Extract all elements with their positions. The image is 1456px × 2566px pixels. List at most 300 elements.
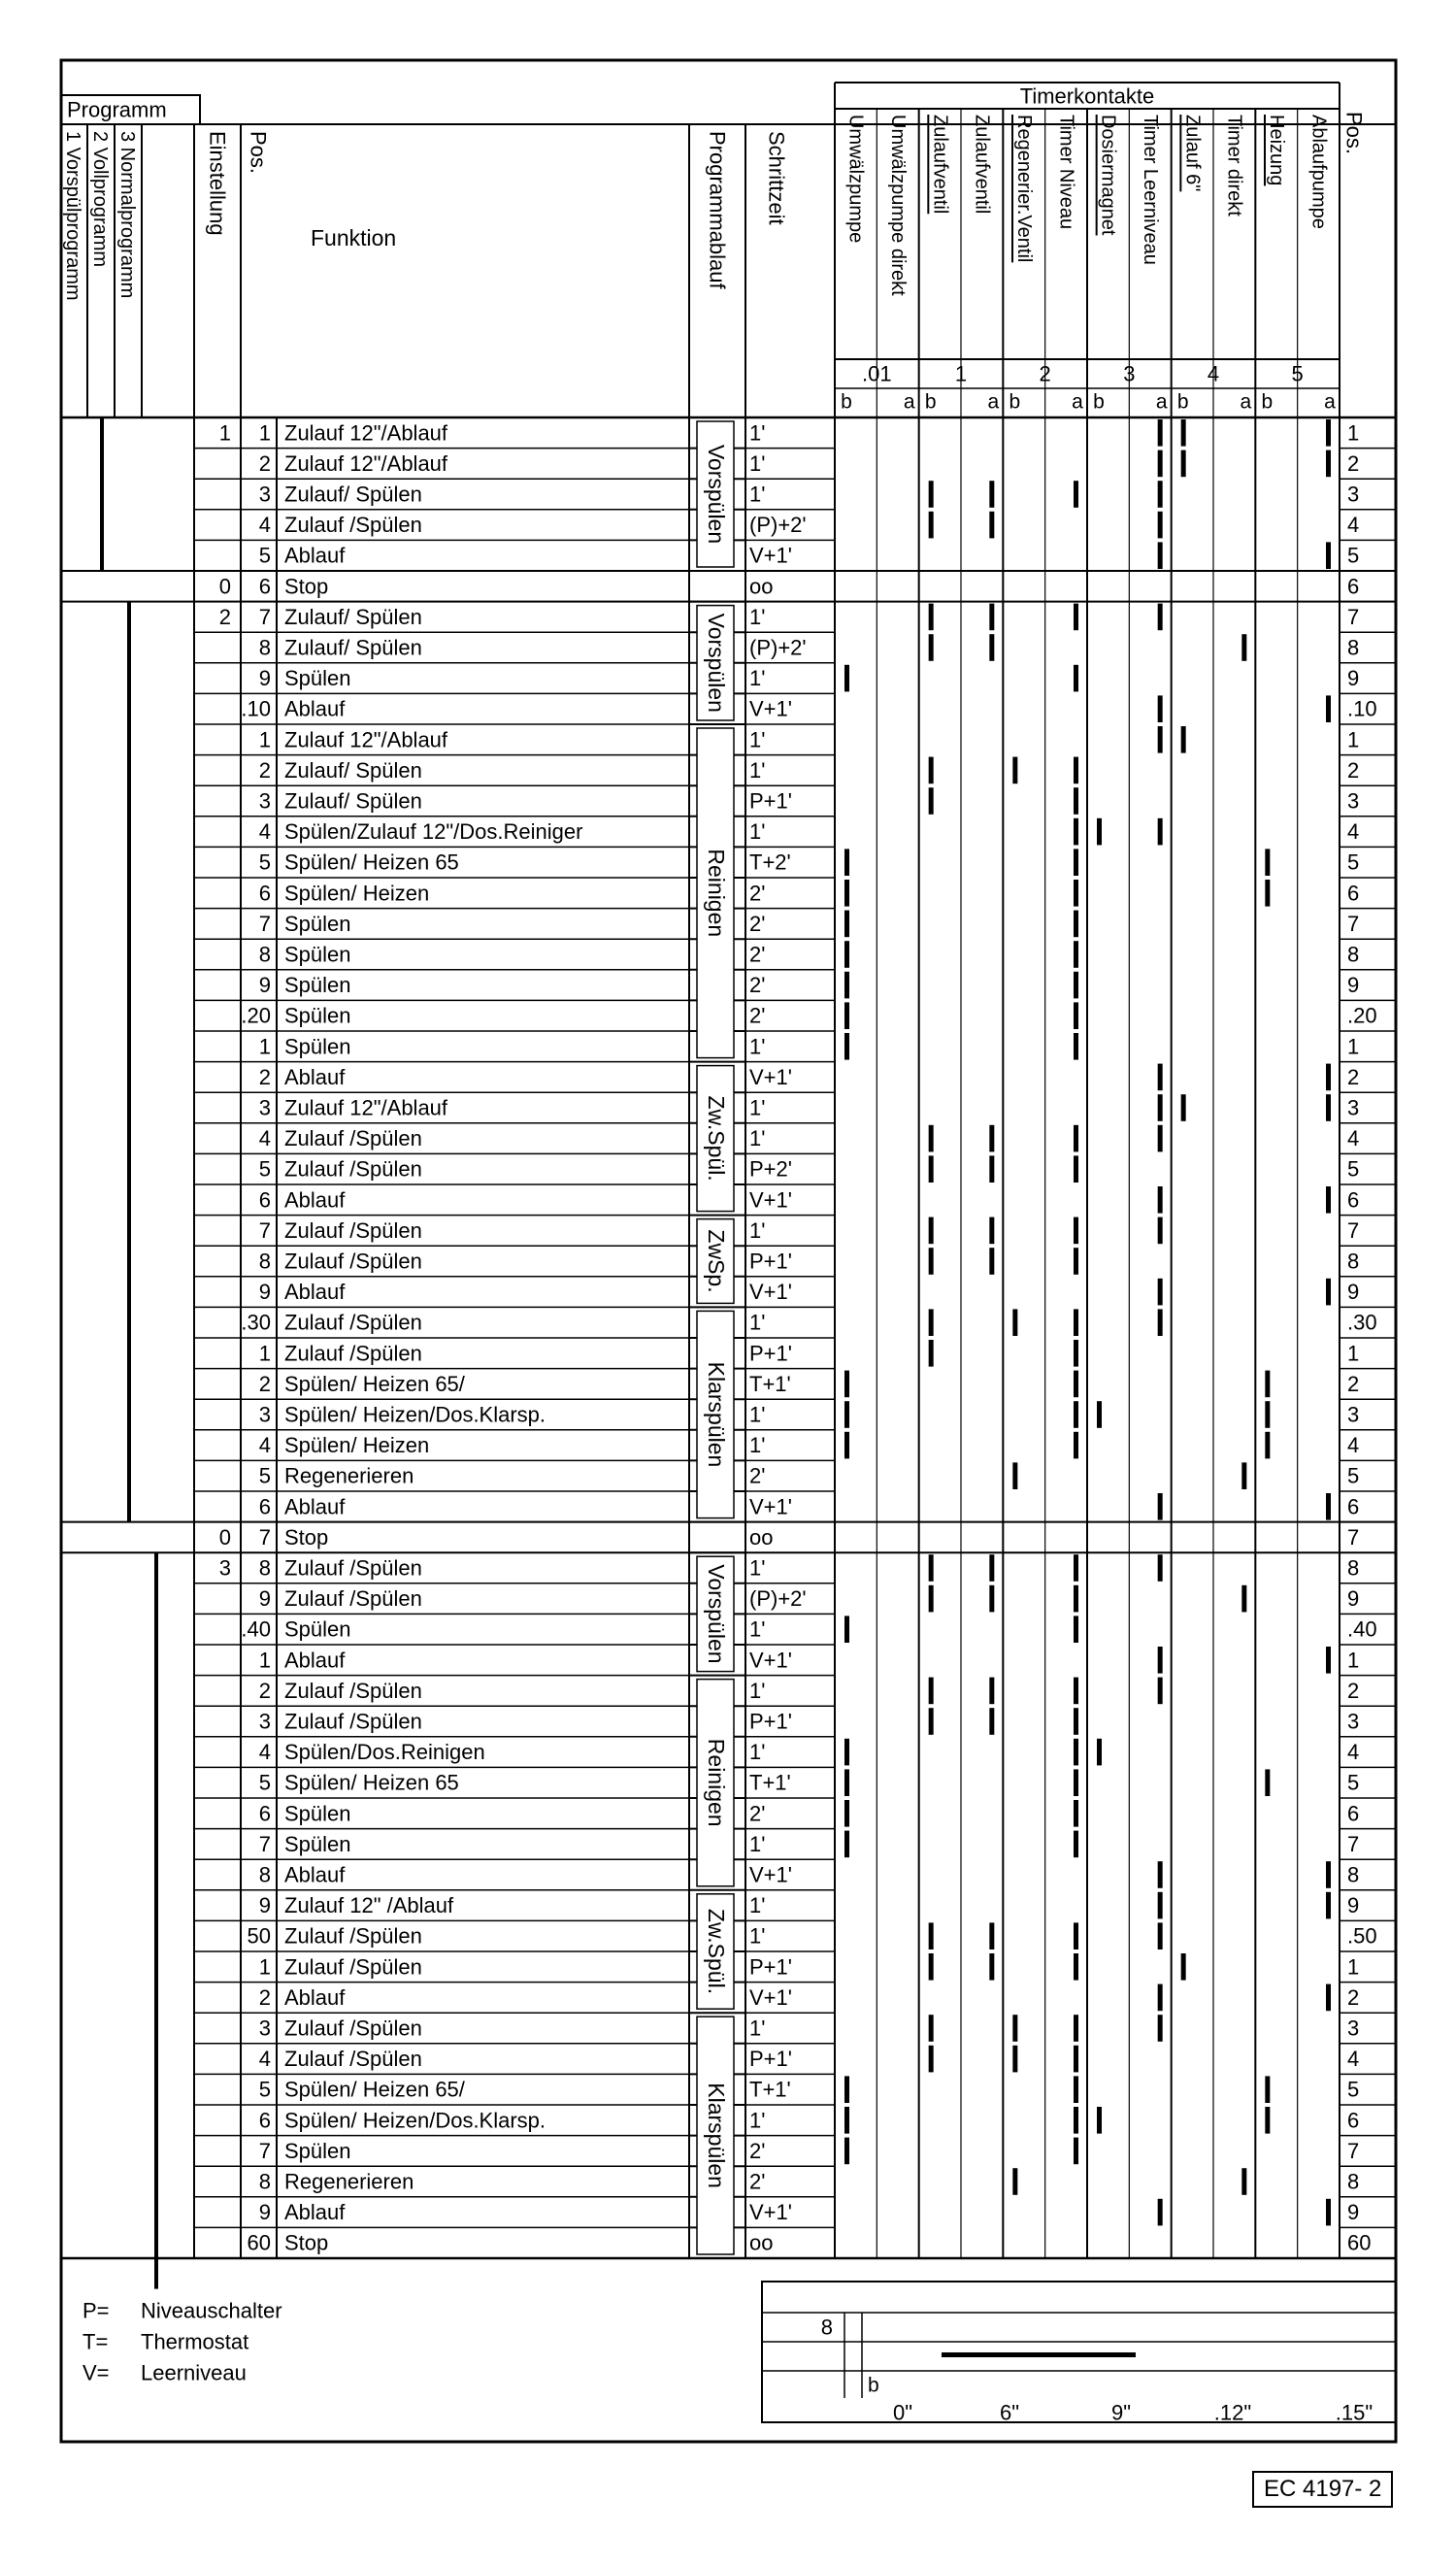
row-funktion: Zulauf /Spülen bbox=[284, 1310, 422, 1335]
row-pos-right: 4 bbox=[1347, 1433, 1360, 1458]
contact-mark bbox=[929, 634, 934, 661]
row-pos: 6 bbox=[258, 1187, 271, 1213]
contact-mark bbox=[929, 481, 934, 508]
contact-mark bbox=[929, 1248, 934, 1275]
legend-text: Thermostat bbox=[141, 2329, 249, 2354]
row-funktion: Zulauf 12"/Ablauf bbox=[284, 1095, 448, 1120]
contact-mark bbox=[1326, 2199, 1331, 2226]
row-schrittzeit: V+1' bbox=[749, 1064, 792, 1089]
row-schrittzeit: V+1' bbox=[749, 543, 792, 568]
ba-label: a bbox=[1155, 390, 1168, 414]
row-schrittzeit: 1' bbox=[749, 482, 766, 507]
ba-label: b bbox=[924, 390, 937, 414]
row-pos-right: .20 bbox=[1347, 1003, 1377, 1028]
contact-label: Umwälzpumpe direkt bbox=[887, 115, 909, 296]
row-pos-right: 2 bbox=[1347, 1371, 1360, 1396]
contact-mark bbox=[1074, 1002, 1078, 1029]
contact-mark bbox=[1181, 1094, 1186, 1121]
row-pos: 6 bbox=[258, 1801, 271, 1826]
contact-mark bbox=[1074, 818, 1078, 846]
legend-key: T= bbox=[83, 2329, 109, 2354]
row-schrittzeit: oo bbox=[749, 1524, 774, 1550]
row-funktion: Spülen bbox=[284, 973, 351, 998]
row-schrittzeit: 1' bbox=[749, 1678, 766, 1703]
legend-text: Niveauschalter bbox=[141, 2298, 282, 2323]
row-pos: 6 bbox=[258, 2108, 271, 2133]
contact-mark bbox=[989, 1922, 994, 1949]
group-number: 4 bbox=[1207, 361, 1220, 386]
contact-mark bbox=[989, 1248, 994, 1275]
row-funktion: Zulauf /Spülen bbox=[284, 1156, 422, 1182]
row-pos: 9 bbox=[258, 1280, 271, 1305]
section-label: Klarspülen bbox=[704, 2083, 729, 2188]
contact-mark bbox=[1158, 1892, 1163, 1919]
row-funktion: Spülen/Dos.Reinigen bbox=[284, 1740, 485, 1765]
row-pos-right: 4 bbox=[1347, 1126, 1360, 1151]
row-funktion: Spülen bbox=[284, 666, 351, 691]
contact-mark bbox=[1241, 1462, 1246, 1489]
contact-mark bbox=[1158, 1861, 1163, 1888]
row-pos: 1 bbox=[258, 1648, 271, 1673]
row-pos-right: 8 bbox=[1347, 1555, 1360, 1581]
row-schrittzeit: (P)+2' bbox=[749, 1586, 807, 1612]
row-pos-right: .50 bbox=[1347, 1923, 1377, 1949]
contact-mark bbox=[1074, 1585, 1078, 1613]
contact-mark bbox=[929, 604, 934, 631]
row-pos: 1 bbox=[258, 1034, 271, 1059]
row-funktion: Zulauf /Spülen bbox=[284, 1341, 422, 1366]
row-schrittzeit: T+1' bbox=[749, 1371, 791, 1396]
row-schrittzeit: P+1' bbox=[749, 2047, 792, 2072]
row-funktion: Ablauf bbox=[284, 2200, 346, 2225]
row-pos-right: 7 bbox=[1347, 911, 1360, 936]
row-schrittzeit: V+1' bbox=[749, 1648, 792, 1673]
row-funktion: Spülen bbox=[284, 1831, 351, 1856]
programmablauf-label: Programmablauf bbox=[705, 131, 730, 289]
row-pos: 9 bbox=[258, 1586, 271, 1612]
row-einstellung: 1 bbox=[218, 420, 231, 446]
contact-mark bbox=[1074, 1739, 1078, 1766]
contact-mark bbox=[1012, 2168, 1017, 2195]
contact-mark bbox=[1326, 419, 1331, 447]
row-schrittzeit: P+1' bbox=[749, 1954, 792, 1980]
einstellung-label: Einstellung bbox=[205, 131, 230, 236]
row-funktion: Spülen bbox=[284, 1034, 351, 1059]
row-pos: 5 bbox=[258, 543, 271, 568]
section-label: Vorspülen bbox=[704, 444, 729, 545]
row-pos-right: 2 bbox=[1347, 1064, 1360, 1089]
row-funktion: Zulauf /Spülen bbox=[284, 1954, 422, 1980]
row-schrittzeit: 1' bbox=[749, 1217, 766, 1243]
contact-label: Timer Leerniveau bbox=[1140, 115, 1161, 265]
row-funktion: Stop bbox=[284, 574, 329, 599]
contact-mark bbox=[1265, 849, 1270, 876]
row-schrittzeit: V+1' bbox=[749, 1280, 792, 1305]
row-funktion: Spülen bbox=[284, 2138, 351, 2163]
section-label: Zw.Spül. bbox=[704, 1908, 729, 1995]
row-pos: 6 bbox=[258, 574, 271, 599]
row-funktion: Ablauf bbox=[284, 696, 346, 721]
timing-tick: 9" bbox=[1110, 2400, 1132, 2425]
section-label: Zw.Spül. bbox=[704, 1095, 729, 1182]
contact-mark bbox=[1265, 2107, 1270, 2134]
row-pos-right: 6 bbox=[1347, 574, 1360, 599]
row-schrittzeit: 1' bbox=[749, 819, 766, 845]
group-number: .01 bbox=[862, 361, 892, 386]
contact-mark bbox=[844, 2076, 849, 2103]
row-schrittzeit: 1' bbox=[749, 1555, 766, 1581]
row-pos-right: 9 bbox=[1347, 2200, 1360, 2225]
contact-mark bbox=[844, 1831, 849, 1858]
row-schrittzeit: V+1' bbox=[749, 1494, 792, 1519]
row-schrittzeit: 1' bbox=[749, 2016, 766, 2041]
contact-mark bbox=[844, 972, 849, 999]
row-pos: 3 bbox=[258, 788, 271, 814]
contact-label: Dosiermagnet bbox=[1097, 115, 1119, 236]
row-einstellung: 0 bbox=[218, 574, 231, 599]
section-label: Reinigen bbox=[704, 1738, 729, 1827]
row-pos-right: 7 bbox=[1347, 604, 1360, 629]
row-schrittzeit: 2' bbox=[749, 1463, 766, 1488]
row-schrittzeit: 2' bbox=[749, 942, 766, 967]
row-funktion: Spülen/ Heizen bbox=[284, 881, 430, 906]
contact-mark bbox=[929, 1309, 934, 1336]
row-schrittzeit: 1' bbox=[749, 757, 766, 783]
contact-label: Umwälzpumpe bbox=[844, 115, 867, 244]
row-funktion: Zulauf/ Spülen bbox=[284, 757, 422, 783]
contact-mark bbox=[1158, 1922, 1163, 1949]
schrittzeit-label: Schrittzeit bbox=[764, 131, 789, 225]
row-funktion: Stop bbox=[284, 1524, 329, 1550]
row-pos-right: 5 bbox=[1347, 850, 1360, 875]
contact-mark bbox=[1074, 2046, 1078, 2073]
row-schrittzeit: V+1' bbox=[749, 1984, 792, 2010]
row-pos: 4 bbox=[258, 1433, 271, 1458]
contact-label: Timer Niveau bbox=[1055, 115, 1077, 230]
programm-label: Programm bbox=[67, 97, 167, 122]
contact-mark bbox=[1158, 1217, 1163, 1245]
ba-label: b bbox=[1093, 390, 1105, 414]
row-pos: 6 bbox=[258, 881, 271, 906]
contact-mark bbox=[844, 1371, 849, 1398]
contact-mark bbox=[1326, 1892, 1331, 1919]
row-funktion: Ablauf bbox=[284, 1984, 346, 2010]
contact-label: Heizung bbox=[1266, 115, 1287, 186]
row-funktion: Ablauf bbox=[284, 543, 346, 568]
row-pos-right: 4 bbox=[1347, 2047, 1360, 2072]
row-schrittzeit: 2' bbox=[749, 911, 766, 936]
row-pos: 4 bbox=[258, 513, 271, 538]
contact-mark bbox=[1158, 1984, 1163, 2012]
contact-mark bbox=[929, 757, 934, 784]
row-pos-right: 7 bbox=[1347, 2138, 1360, 2163]
contact-mark bbox=[1158, 695, 1163, 722]
row-schrittzeit: 2' bbox=[749, 1003, 766, 1028]
row-schrittzeit: 2' bbox=[749, 1801, 766, 1826]
row-schrittzeit: P+1' bbox=[749, 1709, 792, 1734]
row-pos: 3 bbox=[258, 1402, 271, 1427]
row-pos-right: 2 bbox=[1347, 757, 1360, 783]
row-schrittzeit: 1' bbox=[749, 1616, 766, 1642]
row-pos-right: 8 bbox=[1347, 635, 1360, 660]
contact-mark bbox=[1326, 450, 1331, 478]
contact-mark bbox=[1181, 419, 1186, 447]
row-funktion: Zulauf /Spülen bbox=[284, 1126, 422, 1151]
contact-mark bbox=[844, 941, 849, 968]
row-pos: 7 bbox=[258, 911, 271, 936]
row-schrittzeit: 2' bbox=[749, 881, 766, 906]
row-pos-right: 5 bbox=[1347, 1463, 1360, 1488]
row-pos: 4 bbox=[258, 2047, 271, 2072]
row-pos: 3 bbox=[258, 482, 271, 507]
contact-mark bbox=[1326, 695, 1331, 722]
program-name: 3 Normalprogramm bbox=[116, 131, 138, 299]
row-pos: 8 bbox=[258, 1862, 271, 1887]
contact-mark bbox=[1012, 757, 1017, 784]
contact-mark bbox=[844, 1432, 849, 1459]
row-schrittzeit: 1' bbox=[749, 1310, 766, 1335]
contact-mark bbox=[1074, 1033, 1078, 1060]
contact-mark bbox=[844, 1033, 849, 1060]
row-pos: .40 bbox=[241, 1616, 271, 1642]
row-funktion: Zulauf/ Spülen bbox=[284, 482, 422, 507]
row-pos: 5 bbox=[258, 1463, 271, 1488]
contact-mark bbox=[989, 604, 994, 631]
row-funktion: Spülen/ Heizen bbox=[284, 1433, 430, 1458]
row-funktion: Zulauf /Spülen bbox=[284, 1923, 422, 1949]
row-schrittzeit: 1' bbox=[749, 420, 766, 446]
contact-mark bbox=[1074, 1554, 1078, 1582]
row-pos-right: 2 bbox=[1347, 1984, 1360, 2010]
row-pos-right: 3 bbox=[1347, 1709, 1360, 1734]
contact-mark bbox=[1074, 1769, 1078, 1796]
contact-mark bbox=[929, 1708, 934, 1735]
contact-mark bbox=[989, 1708, 994, 1735]
group-number: 5 bbox=[1291, 361, 1304, 386]
section-label: Klarspülen bbox=[704, 1361, 729, 1468]
row-funktion: Regenerieren bbox=[284, 2169, 414, 2194]
contact-mark bbox=[989, 634, 994, 661]
row-schrittzeit: 1' bbox=[749, 1433, 766, 1458]
row-funktion: Spülen bbox=[284, 942, 351, 967]
contact-mark bbox=[1074, 1800, 1078, 1827]
row-pos-right: 6 bbox=[1347, 1187, 1360, 1213]
contact-mark bbox=[1158, 1064, 1163, 1091]
timing-tick: 6" bbox=[999, 2400, 1020, 2425]
contact-mark bbox=[1158, 1279, 1163, 1306]
contact-mark bbox=[989, 1155, 994, 1183]
pos-label: Pos. bbox=[246, 131, 271, 175]
contact-mark bbox=[1158, 512, 1163, 539]
contact-mark bbox=[929, 1125, 934, 1152]
row-pos-right: 5 bbox=[1347, 2077, 1360, 2102]
contact-mark bbox=[1074, 1831, 1078, 1858]
ba-label: a bbox=[1324, 390, 1336, 414]
row-schrittzeit: 1' bbox=[749, 1831, 766, 1856]
document-reference: EC 4197- 2 bbox=[1252, 2471, 1393, 2508]
contact-mark bbox=[1012, 2015, 1017, 2042]
row-pos-right: 7 bbox=[1347, 1217, 1360, 1243]
contact-mark bbox=[1097, 1401, 1102, 1428]
row-funktion: Zulauf/ Spülen bbox=[284, 635, 422, 660]
row-pos: 4 bbox=[258, 1126, 271, 1151]
row-schrittzeit: 1' bbox=[749, 1095, 766, 1120]
row-pos: 2 bbox=[258, 450, 271, 476]
row-funktion: Ablauf bbox=[284, 1187, 346, 1213]
row-schrittzeit: 2' bbox=[749, 2169, 766, 2194]
row-schrittzeit: 1' bbox=[749, 450, 766, 476]
contact-mark bbox=[844, 911, 849, 938]
row-funktion: Zulauf /Spülen bbox=[284, 1709, 422, 1734]
row-pos-right: 3 bbox=[1347, 2016, 1360, 2041]
row-funktion: Ablauf bbox=[284, 1280, 346, 1305]
timerkontakte-label: Timerkontakte bbox=[1019, 83, 1155, 109]
contact-mark bbox=[1265, 1371, 1270, 1398]
contact-mark bbox=[1074, 1432, 1078, 1459]
row-pos: 9 bbox=[258, 1893, 271, 1918]
contact-mark bbox=[1241, 1585, 1246, 1613]
section-label: Vorspülen bbox=[704, 613, 729, 713]
row-pos: 6 bbox=[258, 1494, 271, 1519]
row-pos-right: 8 bbox=[1347, 942, 1360, 967]
contact-mark bbox=[929, 1922, 934, 1949]
row-funktion: Zulauf /Spülen bbox=[284, 1678, 422, 1703]
row-funktion: Zulauf /Spülen bbox=[284, 513, 422, 538]
row-pos: 8 bbox=[258, 635, 271, 660]
contact-mark bbox=[1074, 1340, 1078, 1367]
contact-mark bbox=[929, 1155, 934, 1183]
contact-mark bbox=[1074, 757, 1078, 784]
row-pos-right: 9 bbox=[1347, 1586, 1360, 1612]
row-pos-right: .10 bbox=[1347, 696, 1377, 721]
contact-mark bbox=[929, 1678, 934, 1705]
row-pos-right: 6 bbox=[1347, 1801, 1360, 1826]
row-pos: 9 bbox=[258, 973, 271, 998]
contact-mark bbox=[844, 1616, 849, 1643]
row-schrittzeit: oo bbox=[749, 2230, 774, 2255]
contact-mark bbox=[1074, 2076, 1078, 2103]
contact-mark bbox=[1326, 1186, 1331, 1214]
contact-mark bbox=[844, 1739, 849, 1766]
row-pos: 7 bbox=[258, 604, 271, 629]
row-pos-right: 9 bbox=[1347, 973, 1360, 998]
program-active-line bbox=[100, 417, 104, 571]
contact-mark bbox=[1158, 1678, 1163, 1705]
contact-mark bbox=[1158, 1647, 1163, 1674]
ba-label: a bbox=[1240, 390, 1252, 414]
contact-mark bbox=[989, 1585, 994, 1613]
row-einstellung: 3 bbox=[218, 1555, 231, 1581]
section-label: Reinigen bbox=[704, 849, 729, 938]
section-label: ZwSp. bbox=[704, 1229, 729, 1293]
contact-mark bbox=[929, 787, 934, 815]
row-pos-right: 3 bbox=[1347, 482, 1360, 507]
row-schrittzeit: 1' bbox=[749, 1740, 766, 1765]
row-funktion: Zulauf /Spülen bbox=[284, 1555, 422, 1581]
row-pos-right: 1 bbox=[1347, 1954, 1360, 1980]
row-schrittzeit: T+2' bbox=[749, 850, 791, 875]
contact-mark bbox=[1158, 604, 1163, 631]
contact-mark bbox=[989, 512, 994, 539]
contact-mark bbox=[989, 1554, 994, 1582]
contact-mark bbox=[1241, 634, 1246, 661]
row-pos: 1 bbox=[258, 1341, 271, 1366]
contact-mark bbox=[1158, 1554, 1163, 1582]
row-funktion: Spülen bbox=[284, 1801, 351, 1826]
contact-mark bbox=[1074, 1401, 1078, 1428]
row-schrittzeit: V+1' bbox=[749, 696, 792, 721]
contact-mark bbox=[844, 1401, 849, 1428]
contact-label: Timer direkt bbox=[1223, 115, 1245, 217]
contact-label: Zulaufventil bbox=[929, 115, 951, 215]
contact-mark bbox=[844, 2107, 849, 2134]
program-name: 2 Vollprogramm bbox=[89, 131, 111, 268]
contact-mark bbox=[1241, 2168, 1246, 2195]
contact-mark bbox=[1074, 1217, 1078, 1245]
row-pos-right: 5 bbox=[1347, 1770, 1360, 1795]
ba-label: a bbox=[987, 390, 1000, 414]
contact-mark bbox=[1181, 450, 1186, 478]
timing-tick: .15" bbox=[1335, 2400, 1373, 2425]
contact-mark bbox=[1326, 1279, 1331, 1306]
contact-mark bbox=[1097, 1739, 1102, 1766]
legend-text: Leerniveau bbox=[141, 2360, 247, 2385]
contact-mark bbox=[1158, 419, 1163, 447]
row-pos-right: .30 bbox=[1347, 1310, 1377, 1335]
contact-mark bbox=[1265, 2076, 1270, 2103]
contact-mark bbox=[1074, 2138, 1078, 2165]
contact-mark bbox=[1074, 1678, 1078, 1705]
row-pos: 3 bbox=[258, 1095, 271, 1120]
group-number: 2 bbox=[1039, 361, 1051, 386]
row-pos-right: 5 bbox=[1347, 543, 1360, 568]
contact-mark bbox=[1097, 2107, 1102, 2134]
row-funktion: Zulauf/ Spülen bbox=[284, 604, 422, 629]
group-number: 1 bbox=[954, 361, 968, 386]
row-pos: 5 bbox=[258, 1770, 271, 1795]
section-label: Vorspülen bbox=[704, 1564, 729, 1664]
row-funktion: Zulauf 12" /Ablauf bbox=[284, 1893, 454, 1918]
contact-label: Ablaufpumpe bbox=[1307, 115, 1330, 229]
row-pos-right: 8 bbox=[1347, 1862, 1360, 1887]
row-pos: 2 bbox=[258, 1371, 271, 1396]
row-pos: 2 bbox=[258, 1678, 271, 1703]
contact-mark bbox=[929, 1953, 934, 1981]
row-schrittzeit: V+1' bbox=[749, 1187, 792, 1213]
row-schrittzeit: 1' bbox=[749, 2108, 766, 2133]
row-pos: 8 bbox=[258, 942, 271, 967]
contact-label: Zulaufventil bbox=[971, 115, 993, 215]
row-funktion: Spülen/ Heizen 65 bbox=[284, 1770, 459, 1795]
row-pos-right: 6 bbox=[1347, 881, 1360, 906]
row-funktion: Spülen bbox=[284, 1616, 351, 1642]
contact-mark bbox=[1158, 818, 1163, 846]
timing-tick: .12" bbox=[1213, 2400, 1252, 2425]
row-einstellung: 0 bbox=[218, 1524, 231, 1550]
row-schrittzeit: 1' bbox=[749, 604, 766, 629]
contact-mark bbox=[1074, 1248, 1078, 1275]
pos-right-label: Pos. bbox=[1341, 112, 1367, 155]
contact-mark bbox=[989, 1678, 994, 1705]
row-pos: .20 bbox=[241, 1003, 271, 1028]
row-pos-right: 1 bbox=[1347, 1648, 1360, 1673]
group-number: 3 bbox=[1123, 361, 1136, 386]
contact-mark bbox=[1326, 1094, 1331, 1121]
contact-mark bbox=[1158, 542, 1163, 569]
funktion-label: Funktion bbox=[311, 225, 397, 250]
row-schrittzeit: 1' bbox=[749, 1893, 766, 1918]
contact-mark bbox=[1074, 787, 1078, 815]
